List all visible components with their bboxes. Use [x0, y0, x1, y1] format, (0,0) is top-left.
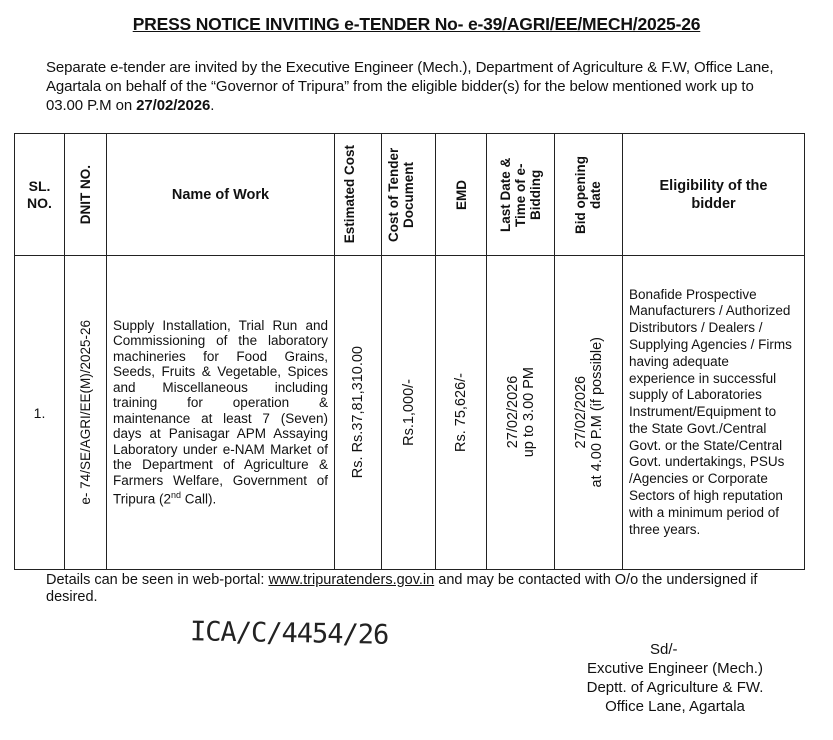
signature-office: Office Lane, Agartala	[605, 698, 745, 715]
header-bid-opening: Bid opening date	[555, 134, 623, 256]
header-dnit-no: DNIT NO.	[65, 134, 107, 256]
intro-end: .	[210, 97, 215, 114]
cell-last-date: 27/02/2026 up to 3.00 PM	[487, 256, 555, 570]
intro-text: Separate e-tender are invited by the Executive Engineer (Mech.), Department of Agriculture & F.W, Office Lane, Agartala on behalf of the “Governor of Tripura” from the eligible bidder(s) for the below mentioned work up to 03.00 P.M on	[46, 59, 774, 114]
cell-cost-of-tender-document: Rs.1,000/-	[382, 256, 436, 570]
cell-sl-no: 1.	[15, 256, 65, 570]
signature-sd: Sd/-	[650, 641, 678, 658]
notice-title: PRESS NOTICE INVITING e-TENDER No- e-39/AGRI/EE/MECH/2025-26	[132, 14, 701, 34]
tender-portal-link[interactable]: www.tripuratenders.gov.in	[268, 572, 435, 588]
details-note: Details can be seen in web-portal: www.tripuratenders.gov.in and may be contacted with O/o the undersigned if desired.	[46, 572, 758, 605]
cell-bid-opening: 27/02/2026 at 4.00 P.M (if possible)	[555, 256, 623, 570]
header-name-of-work: Name of Work	[107, 134, 335, 256]
tender-table	[14, 133, 805, 570]
signature-department: Deptt. of Agriculture & FW.	[586, 679, 764, 696]
table-row	[15, 256, 805, 570]
header-emd: EMD	[436, 134, 487, 256]
signature-designation: Excutive Engineer (Mech.)	[587, 660, 763, 677]
header-estimated-cost: Estimated Cost	[335, 134, 382, 256]
signature-block	[560, 640, 790, 716]
cell-name-of-work: Supply Installation, Trial Run and Commissioning of the laboratory machineries for Food Grains, Seeds, Fruits & Vegetable, Spices and Miscellaneous including training for operation & maintenance at least 7 (Seven) days at Panisagar APM Assaying Laboratory under e-NAM Market of the Department of Agriculture & Farmers Welfare, Government of Tripura (2nd Call).	[107, 256, 335, 570]
reference-number: ICA/C/4454/26	[189, 616, 389, 651]
header-sl-no: SL. NO.	[15, 134, 65, 256]
intro-paragraph	[46, 58, 786, 115]
cell-emd: Rs. 75,626/-	[436, 256, 487, 570]
header-eligibility: Eligibility of the bidder	[623, 134, 805, 256]
header-last-date: Last Date & Time of e-Bidding	[487, 134, 555, 256]
cell-eligibility: Bonafide Prospective Manufacturers / Authorized Distributors / Dealers / Supplying Agencies / Firms having adequate experience in successful supply of Laboratories Instrument/Equipment to the State Govt./Central Govt. or the State/Central Govt. undertakings, PSUs /Agencies or Corporate Sectors of high reputation with a minimum period of three years.	[623, 256, 805, 570]
intro-deadline-date: 27/02/2026	[136, 97, 211, 114]
table-header-row	[15, 134, 805, 256]
cell-dnit-no: e- 74/SE/AGRI/EE(M)/2025-26	[65, 256, 107, 570]
header-cost-of-tender-document: Cost of Tender Document	[382, 134, 436, 256]
cell-estimated-cost: Rs. Rs.37,81,310.00	[335, 256, 382, 570]
